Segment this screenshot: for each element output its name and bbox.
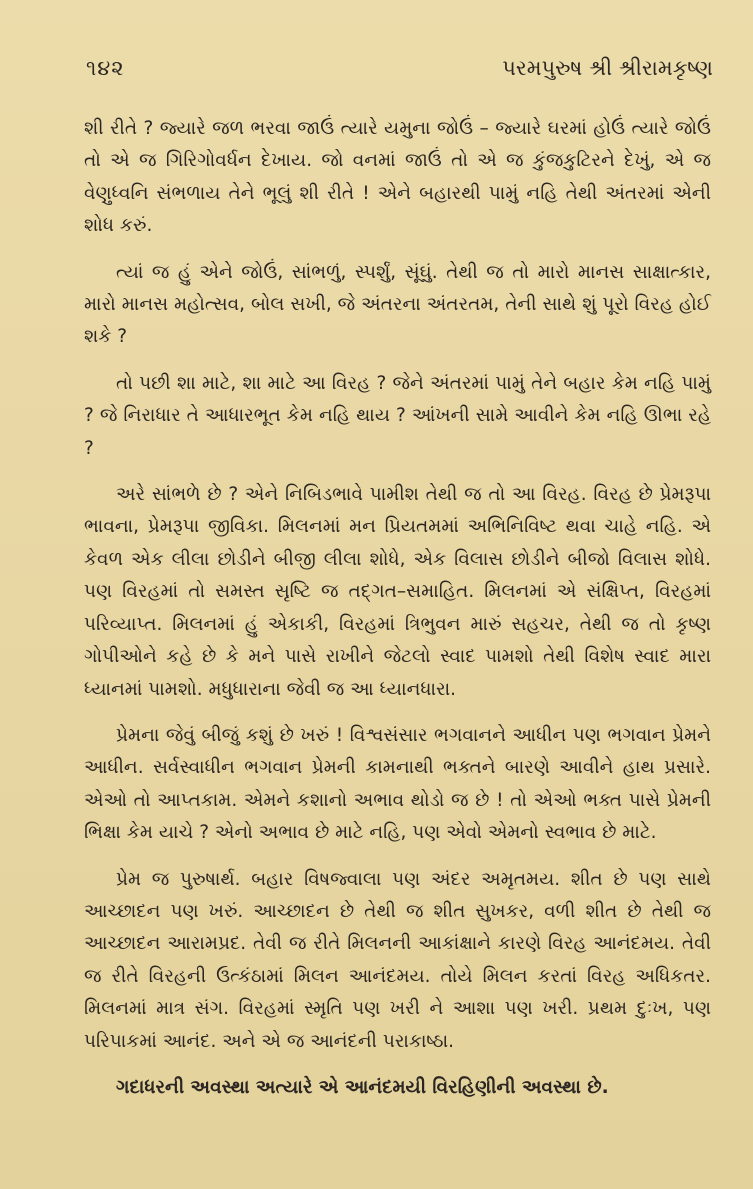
paragraph: શી રીતે ? જ્યારે જળ ભરવા જાઉં ત્યારે યમુના જોઉં – જ્યારે ઘરમાં હોઉં ત્યારે જોઉં તો એ જ ગિરિગોવર્ધન દેખાય. જો વનમાં જાઉં તો એ જ કુંજકુટિરને દેખું, એ જ વેણુધ્વનિ સંભળાય તેને ભૂલું શી રીતે ! એને બહારથી પામું નહિ તેથી અંતરમાં એની શોધ કરું. [84,118,711,237]
page-header [0,56,753,96]
paragraph: ત્યાં જ હું એને જોઉં, સાંભળું, સ્પર્શું, સૂંઘું. તેથી જ તો મારો માનસ સાક્ષાત્કાર, મારો માનસ મહોત્સવ, બોલ સખી, જે અંતરના અંતરતમ, તેની સાથે શું પૂરો વિરહ હોઈ શકે ? [84,261,711,348]
page-number: ૧૪૨ [86,56,125,80]
body-text [84,113,711,1118]
paragraph: અરે સાંભળે છે ? એને નિબિડભાવે પામીશ તેથી જ તો આ વિરહ. વિરહ છે પ્રેમરૂપા ભાવના, પ્રેમરૂપા જીવિકા. મિલનમાં મન પ્રિયતમમાં અભિનિવિષ્ટ થવા ચાહે નહિ. એ કેવળ એક લીલા છોડીને બીજી લીલા શોધે, એક વિલાસ છોડીને બીજો વિલાસ શોધે. પણ વિરહમાં તો સમસ્ત સૃષ્ટિ જ તદ્ગત–સમાહિત. મિલનમાં એ સંક્ષિપ્ત, વિરહમાં પરિવ્યાપ્ત. મિલનમાં હું એકાકી, વિરહમાં ત્રિભુવન મારું સહચર, તેથી જ તો કૃષ્ણ ગોપીઓને કહે છે કે મને પાસે રાખીને જેટલો સ્વાદ પામશો તેથી વિશેષ સ્વાદ મારા ધ્યાનમાં પામશો. મધુધારાના જેવી જ આ ધ્યાનધારા. [84,484,711,700]
running-title: પરમપુરુષ શ્રી શ્રીરામકૃષ્ણ [502,56,713,80]
closing-line: ગદાધરની અવસ્થા અત્યારે એ આનંદમયી વિરહિણીની અવસ્થા છે. [116,1076,609,1098]
paragraph: તો પછી શા માટે, શા માટે આ વિરહ ? જેને અંતરમાં પામું તેને બહાર કેમ નહિ પામું ? જે નિરાધાર તે આધારભૂત કેમ નહિ થાય ? આંખની સામે આવીને કેમ નહિ ઊભા રહે ? [84,372,711,459]
paragraph: પ્રેમ જ પુરુષાર્થ. બહાર વિષજ્વાલા પણ અંદર અમૃતમય. શીત છે પણ સાથે આચ્છાદન પણ ખરું. આચ્છાદન છે તેથી જ શીત સુખકર, વળી શીત છે તેથી જ આચ્છાદન આરામપ્રદ. તેવી જ રીતે મિલનની આકાંક્ષાને કારણે વિરહ આનંદમય. તેવી જ રીતે વિરહની ઉત્કંઠામાં મિલન આનંદમય. તોયે મિલન કરતાં વિરહ અધિકતર. મિલનમાં માત્ર સંગ. વિરહમાં સ્મૃતિ પણ ખરી ને આશા પણ ખરી. પ્રથમ દુઃખ, પણ પરિપાકમાં આનંદ. અને એ જ આનંદની પરાકાષ્ઠા. [84,868,711,1052]
paragraph: પ્રેમના જેવું બીજું કશું છે ખરું ! વિશ્વસંસાર ભગવાનને આધીન પણ ભગવાન પ્રેમને આધીન. સર્વસ્વાધીન ભગવાન પ્રેમની કામનાથી ભક્તને બારણે આવીને હાથ પ્રસારે. એઓ તો આપ્તકામ. એમને કશાનો અભાવ થોડો જ છે ! તો એઓ ભક્ત પાસે પ્રેમની ભિક્ષા કેમ યાચે ? એનો અભાવ છે માટે નહિ, પણ એવો એમનો સ્વભાવ છે માટે. [84,724,711,844]
